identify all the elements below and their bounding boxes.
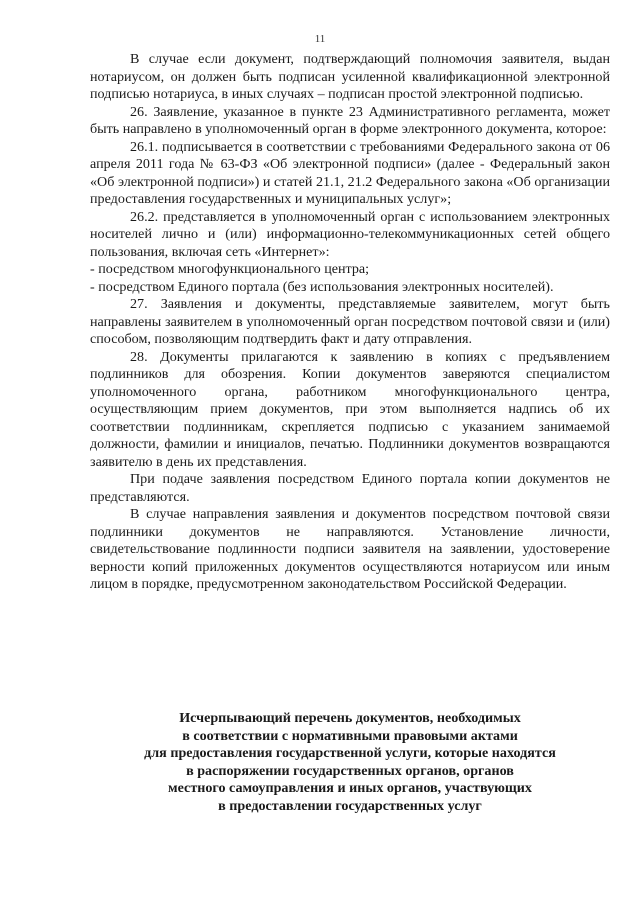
paragraph-portal-copies: При подаче заявления посредством Единого портала копии документов не представляются. [90,471,610,505]
heading-line: в соответствии с нормативными правовыми актами [182,727,518,744]
document-body [90,51,610,594]
heading-line: для предоставления государственной услуги, которые находятся [144,745,556,761]
heading-line: местного самоуправления и иных органов, участвующих [168,780,532,796]
list-item-mfc: - посредством многофункционального центра; [90,261,370,277]
paragraph-26: 26. Заявление, указанное в пункте 23 Административного регламента, может быть направлено в уполномоченный орган в форме электронного документа, которое: [90,103,610,137]
paragraph-28: 28. Документы прилагаются к заявлению в копиях с предъявлением подлинников для обозрения. Копии документов заверяются специалистом уполномоченного органа, работником многофункционального центра, осуществляющим прием документов, при этом выполняется надпись об их соответствии подлинникам, скрепляется подписью с указанием занимаемой должности, фамилии и инициалов, печатью. Подлинники документов возвращаются заявителю в день их представления. [90,348,610,470]
heading-line: в распоряжении государственных органов, органов [186,762,514,779]
section-heading [90,710,610,815]
list-item-portal: - посредством Единого портала (без использования электронных носителей). [90,278,554,295]
paragraph-27: 27. Заявления и документы, представляемые заявителем, могут быть направлены заявителем в уполномоченный орган посредством почтовой связи и (или) способом, позволяющим подтвердить факт и дату отправления. [90,296,610,347]
paragraph-postal: В случае направления заявления и документов посредством почтовой связи подлинники документов не направляются. Установление личности, свидетельствование подлинности подписи заявителя на заявлении, удостоверение верности копий приложенных документов осуществляются нотариусом или иным лицом в порядке, предусмотренном законодательством Российской Федерации. [90,506,610,592]
paragraph-26-1: 26.1. подписывается в соответствии с требованиями Федерального закона от 06 апреля 2011 года № 63-ФЗ «Об электронной подписи» (далее - Федеральный закон «Об электронной подписи») и статей 21.1, 21.2 Федерального закона «Об организации предоставления государственных и муниципальных услуг»; [90,138,610,207]
paragraph-notary-signature: В случае если документ, подтверждающий полномочия заявителя, выдан нотариусом, он должен быть подписан усиленной квалификационной электронной подписью нотариуса, в иных случаях – подписан простой электронной подписью. [90,51,610,102]
heading-line: Исчерпывающий перечень документов, необходимых [179,710,521,726]
heading-line: в предоставлении государственных услуг [218,797,482,814]
page-number: 11 [314,33,326,45]
paragraph-26-2: 26.2. представляется в уполномоченный орган с использованием электронных носителей лично и (или) информационно-телекоммуникационных сетей общего пользования, включая сеть «Интернет»: [90,208,610,260]
